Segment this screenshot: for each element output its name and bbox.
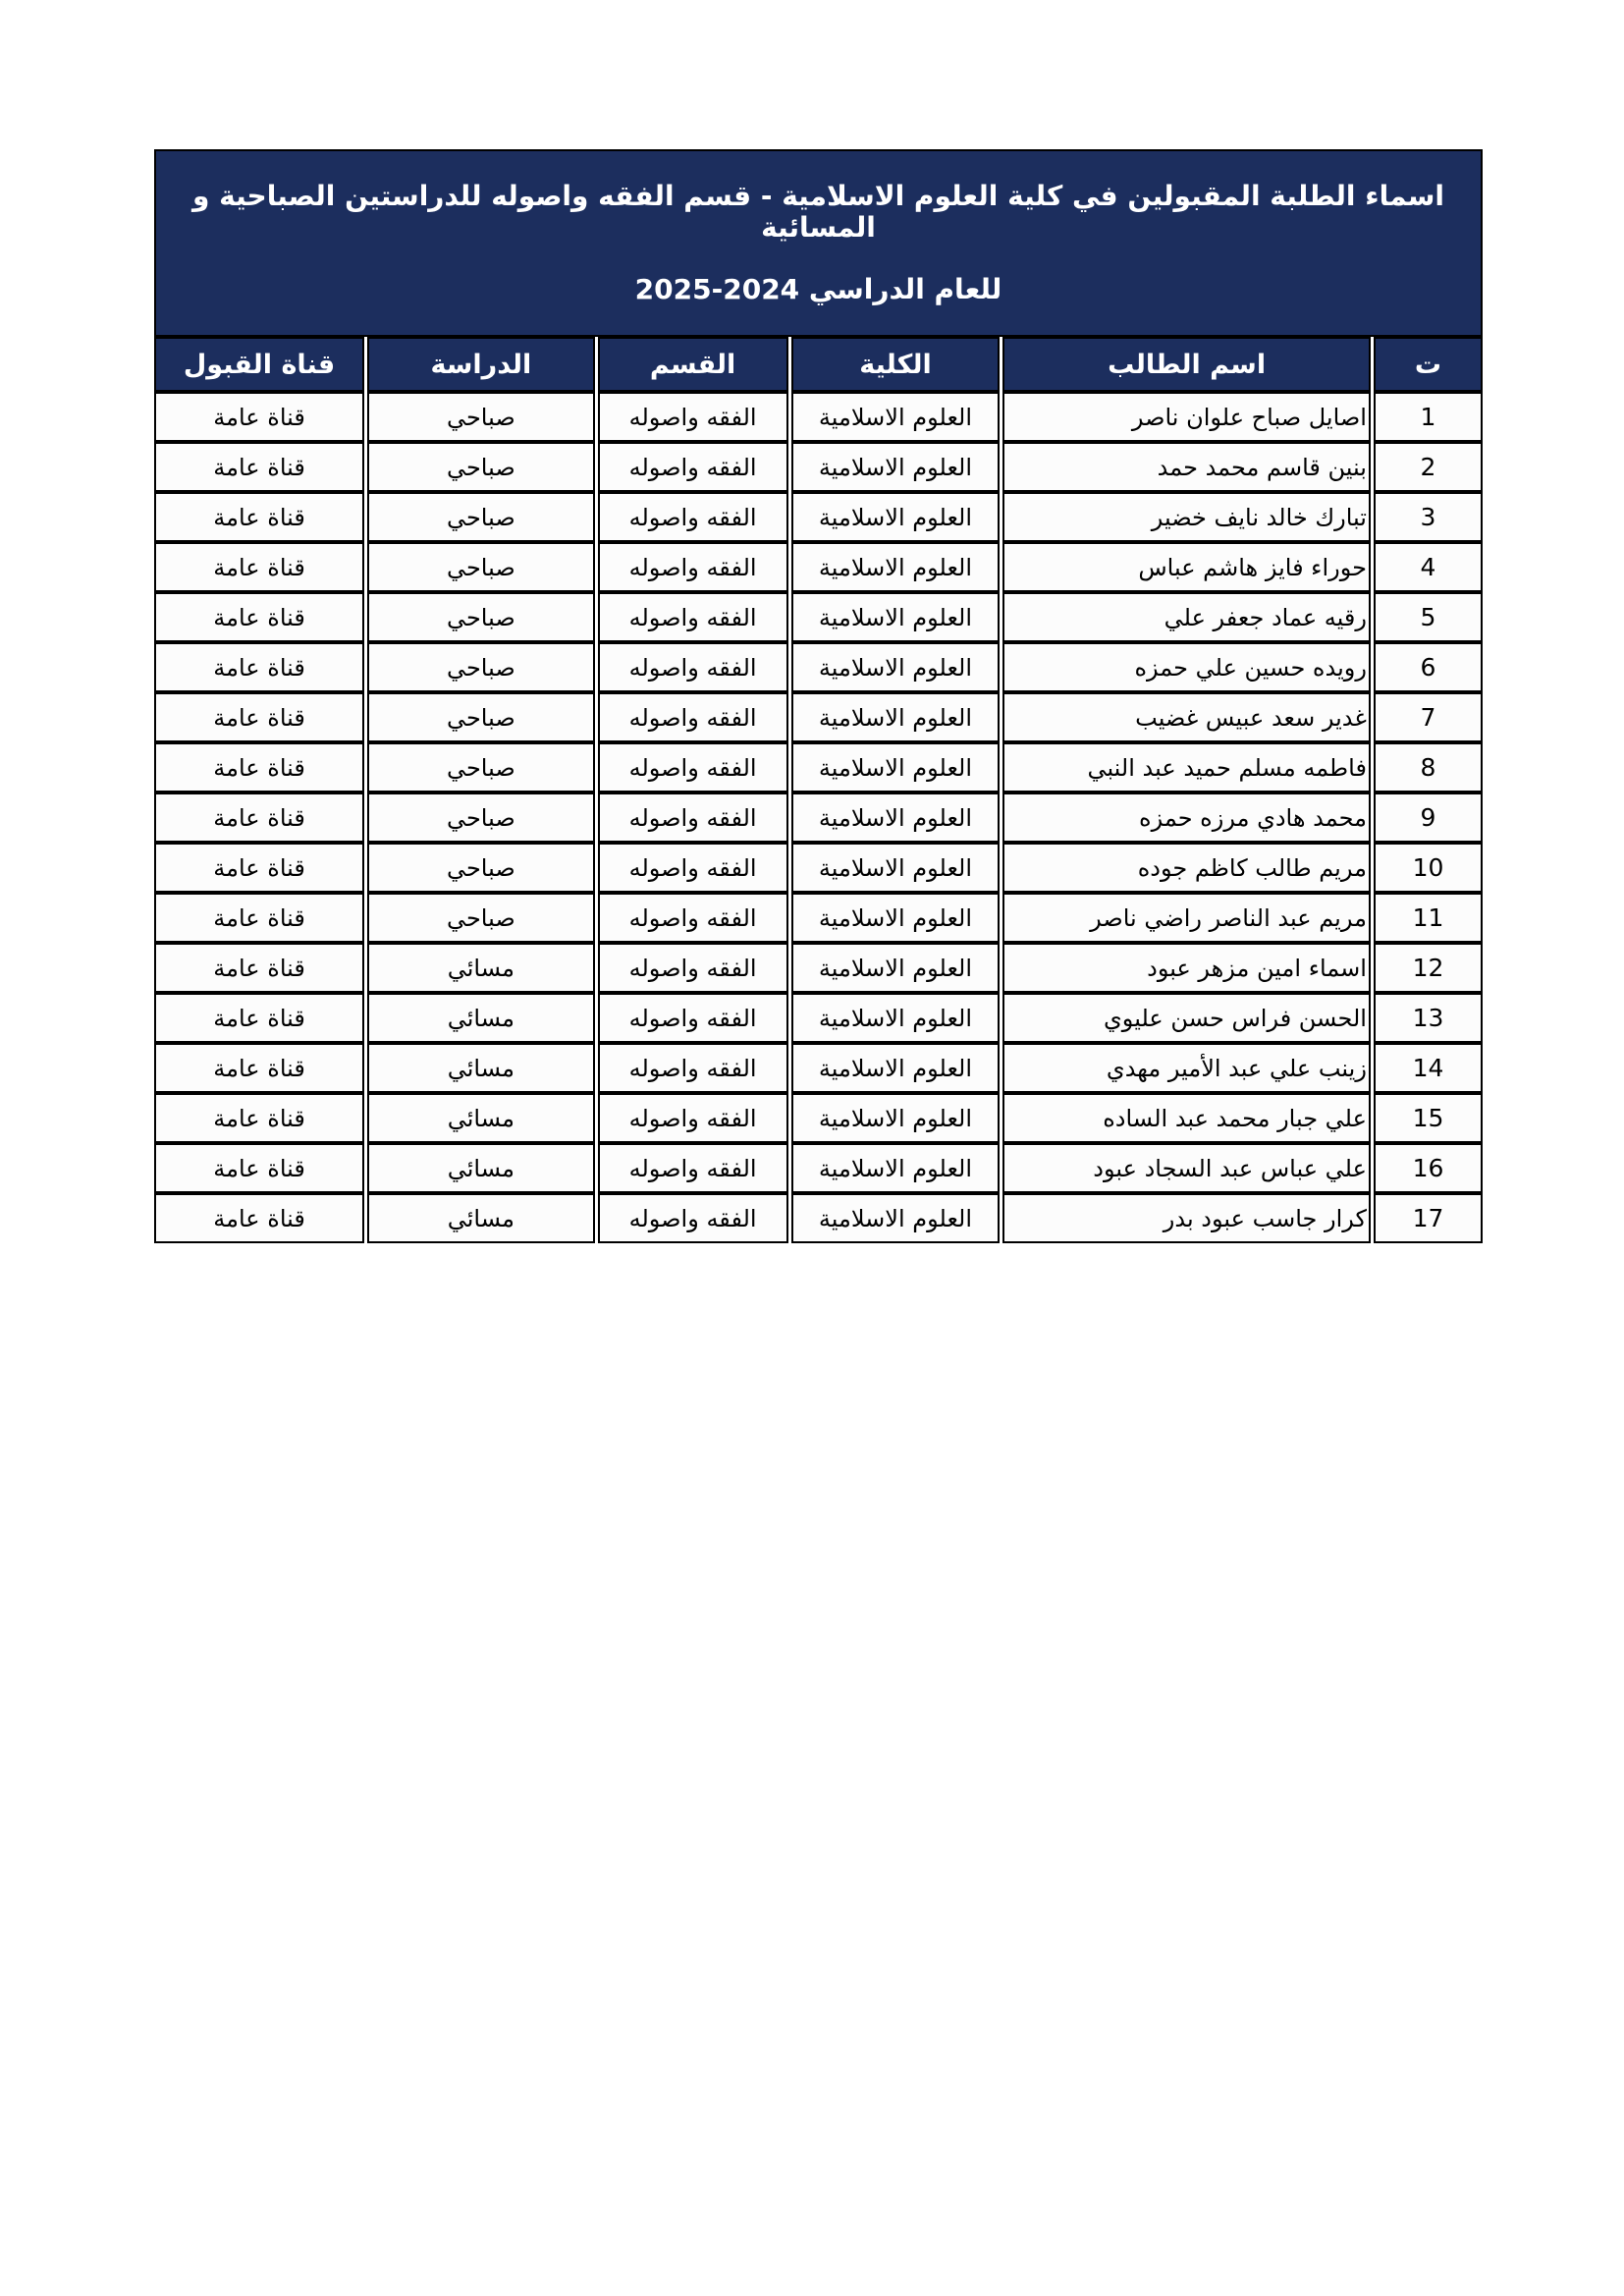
table-row xyxy=(154,1043,1483,1093)
cell-study: مسائي xyxy=(367,943,594,993)
table-row xyxy=(154,642,1483,692)
cell-student-name: كرار جاسب عبود بدر xyxy=(1002,1193,1371,1243)
cell-study: صباحي xyxy=(367,392,594,442)
cell-department: الفقه واصوله xyxy=(598,793,788,843)
cell-admission-channel: قناة عامة xyxy=(154,442,364,492)
cell-department: الفقه واصوله xyxy=(598,1143,788,1193)
table-row xyxy=(154,943,1483,993)
header-department: القسم xyxy=(598,337,788,392)
document-title-line1: اسماء الطلبة المقبولين في كلية العلوم الاسلامية - قسم الفقه واصوله للدراستين الصباحية و المسائية xyxy=(191,179,1444,244)
table-row xyxy=(154,492,1483,542)
cell-department: الفقه واصوله xyxy=(598,1043,788,1093)
cell-college: العلوم الاسلامية xyxy=(791,1193,1001,1243)
cell-department: الفقه واصوله xyxy=(598,1093,788,1143)
table-row xyxy=(154,1193,1483,1243)
cell-serial: 8 xyxy=(1374,742,1483,793)
cell-student-name: اصايل صباح علوان ناصر xyxy=(1002,392,1371,442)
cell-study: صباحي xyxy=(367,642,594,692)
cell-student-name: حوراء فايز هاشم عباس xyxy=(1002,542,1371,592)
cell-college: العلوم الاسلامية xyxy=(791,1043,1001,1093)
cell-department: الفقه واصوله xyxy=(598,492,788,542)
cell-serial: 5 xyxy=(1374,592,1483,642)
cell-college: العلوم الاسلامية xyxy=(791,1143,1001,1193)
cell-admission-channel: قناة عامة xyxy=(154,1193,364,1243)
cell-study: صباحي xyxy=(367,592,594,642)
header-row xyxy=(154,337,1483,392)
header-admission-channel: قناة القبول xyxy=(154,337,364,392)
cell-admission-channel: قناة عامة xyxy=(154,742,364,793)
table-row xyxy=(154,692,1483,742)
cell-admission-channel: قناة عامة xyxy=(154,542,364,592)
cell-admission-channel: قناة عامة xyxy=(154,392,364,442)
cell-serial: 3 xyxy=(1374,492,1483,542)
cell-study: صباحي xyxy=(367,542,594,592)
header-study: الدراسة xyxy=(367,337,594,392)
cell-study: صباحي xyxy=(367,843,594,893)
cell-study: صباحي xyxy=(367,793,594,843)
table-row xyxy=(154,392,1483,442)
cell-college: العلوم الاسلامية xyxy=(791,793,1001,843)
cell-college: العلوم الاسلامية xyxy=(791,843,1001,893)
cell-student-name: رقيه عماد جعفر علي xyxy=(1002,592,1371,642)
cell-college: العلوم الاسلامية xyxy=(791,592,1001,642)
cell-department: الفقه واصوله xyxy=(598,1193,788,1243)
cell-admission-channel: قناة عامة xyxy=(154,1043,364,1093)
cell-serial: 13 xyxy=(1374,993,1483,1043)
cell-serial: 2 xyxy=(1374,442,1483,492)
cell-student-name: بنين قاسم محمد حمد xyxy=(1002,442,1371,492)
cell-student-name: علي جبار محمد عبد الساده xyxy=(1002,1093,1371,1143)
cell-serial: 1 xyxy=(1374,392,1483,442)
cell-study: مسائي xyxy=(367,993,594,1043)
document-title xyxy=(154,149,1483,337)
table-row xyxy=(154,893,1483,943)
cell-serial: 10 xyxy=(1374,843,1483,893)
table-row xyxy=(154,742,1483,793)
header-student-name: اسم الطالب xyxy=(1002,337,1371,392)
cell-admission-channel: قناة عامة xyxy=(154,1143,364,1193)
cell-college: العلوم الاسلامية xyxy=(791,1093,1001,1143)
cell-student-name: علي عباس عبد السجاد عبود xyxy=(1002,1143,1371,1193)
cell-admission-channel: قناة عامة xyxy=(154,893,364,943)
cell-admission-channel: قناة عامة xyxy=(154,843,364,893)
cell-admission-channel: قناة عامة xyxy=(154,642,364,692)
cell-student-name: زينب علي عبد الأمير مهدي xyxy=(1002,1043,1371,1093)
cell-student-name: غدير سعد عبيس غضيب xyxy=(1002,692,1371,742)
header-college: الكلية xyxy=(791,337,1001,392)
cell-college: العلوم الاسلامية xyxy=(791,392,1001,442)
cell-college: العلوم الاسلامية xyxy=(791,542,1001,592)
cell-department: الفقه واصوله xyxy=(598,592,788,642)
cell-study: صباحي xyxy=(367,492,594,542)
cell-admission-channel: قناة عامة xyxy=(154,1093,364,1143)
table-row xyxy=(154,793,1483,843)
cell-department: الفقه واصوله xyxy=(598,742,788,793)
cell-serial: 4 xyxy=(1374,542,1483,592)
cell-serial: 6 xyxy=(1374,642,1483,692)
title-row xyxy=(154,149,1483,337)
cell-admission-channel: قناة عامة xyxy=(154,492,364,542)
cell-serial: 7 xyxy=(1374,692,1483,742)
cell-college: العلوم الاسلامية xyxy=(791,692,1001,742)
cell-admission-channel: قناة عامة xyxy=(154,993,364,1043)
cell-study: صباحي xyxy=(367,692,594,742)
cell-student-name: فاطمه مسلم حميد عبد النبي xyxy=(1002,742,1371,793)
cell-college: العلوم الاسلامية xyxy=(791,442,1001,492)
cell-serial: 15 xyxy=(1374,1093,1483,1143)
cell-admission-channel: قناة عامة xyxy=(154,692,364,742)
cell-college: العلوم الاسلامية xyxy=(791,943,1001,993)
table-row xyxy=(154,1093,1483,1143)
cell-student-name: مريم عبد الناصر راضي ناصر xyxy=(1002,893,1371,943)
cell-serial: 14 xyxy=(1374,1043,1483,1093)
cell-serial: 17 xyxy=(1374,1193,1483,1243)
cell-serial: 11 xyxy=(1374,893,1483,943)
cell-college: العلوم الاسلامية xyxy=(791,993,1001,1043)
cell-student-name: محمد هادي مرزه حمزه xyxy=(1002,793,1371,843)
cell-admission-channel: قناة عامة xyxy=(154,592,364,642)
cell-department: الفقه واصوله xyxy=(598,642,788,692)
cell-student-name: رويده حسين علي حمزه xyxy=(1002,642,1371,692)
table-row xyxy=(154,592,1483,642)
cell-student-name: الحسن فراس حسن عليوي xyxy=(1002,993,1371,1043)
cell-admission-channel: قناة عامة xyxy=(154,793,364,843)
table-row xyxy=(154,993,1483,1043)
cell-department: الفقه واصوله xyxy=(598,542,788,592)
cell-study: صباحي xyxy=(367,893,594,943)
cell-student-name: مريم طالب كاظم جوده xyxy=(1002,843,1371,893)
students-admission-table xyxy=(151,149,1486,1243)
cell-department: الفقه واصوله xyxy=(598,843,788,893)
cell-department: الفقه واصوله xyxy=(598,392,788,442)
header-serial: ت xyxy=(1374,337,1483,392)
cell-study: مسائي xyxy=(367,1143,594,1193)
cell-serial: 12 xyxy=(1374,943,1483,993)
cell-college: العلوم الاسلامية xyxy=(791,742,1001,793)
cell-department: الفقه واصوله xyxy=(598,442,788,492)
table-row xyxy=(154,542,1483,592)
cell-serial: 16 xyxy=(1374,1143,1483,1193)
cell-study: مسائي xyxy=(367,1043,594,1093)
cell-study: صباحي xyxy=(367,742,594,793)
cell-college: العلوم الاسلامية xyxy=(791,492,1001,542)
cell-department: الفقه واصوله xyxy=(598,943,788,993)
document-title-line2: للعام الدراسي 2024-2025 xyxy=(634,273,1002,306)
cell-department: الفقه واصوله xyxy=(598,893,788,943)
table-row xyxy=(154,843,1483,893)
table-row xyxy=(154,442,1483,492)
cell-admission-channel: قناة عامة xyxy=(154,943,364,993)
cell-college: العلوم الاسلامية xyxy=(791,642,1001,692)
cell-study: مسائي xyxy=(367,1093,594,1143)
cell-student-name: تبارك خالد نايف خضير xyxy=(1002,492,1371,542)
cell-college: العلوم الاسلامية xyxy=(791,893,1001,943)
cell-student-name: اسماء امين مزهر عبود xyxy=(1002,943,1371,993)
cell-department: الفقه واصوله xyxy=(598,993,788,1043)
cell-study: صباحي xyxy=(367,442,594,492)
cell-serial: 9 xyxy=(1374,793,1483,843)
cell-department: الفقه واصوله xyxy=(598,692,788,742)
cell-study: مسائي xyxy=(367,1193,594,1243)
table-row xyxy=(154,1143,1483,1193)
